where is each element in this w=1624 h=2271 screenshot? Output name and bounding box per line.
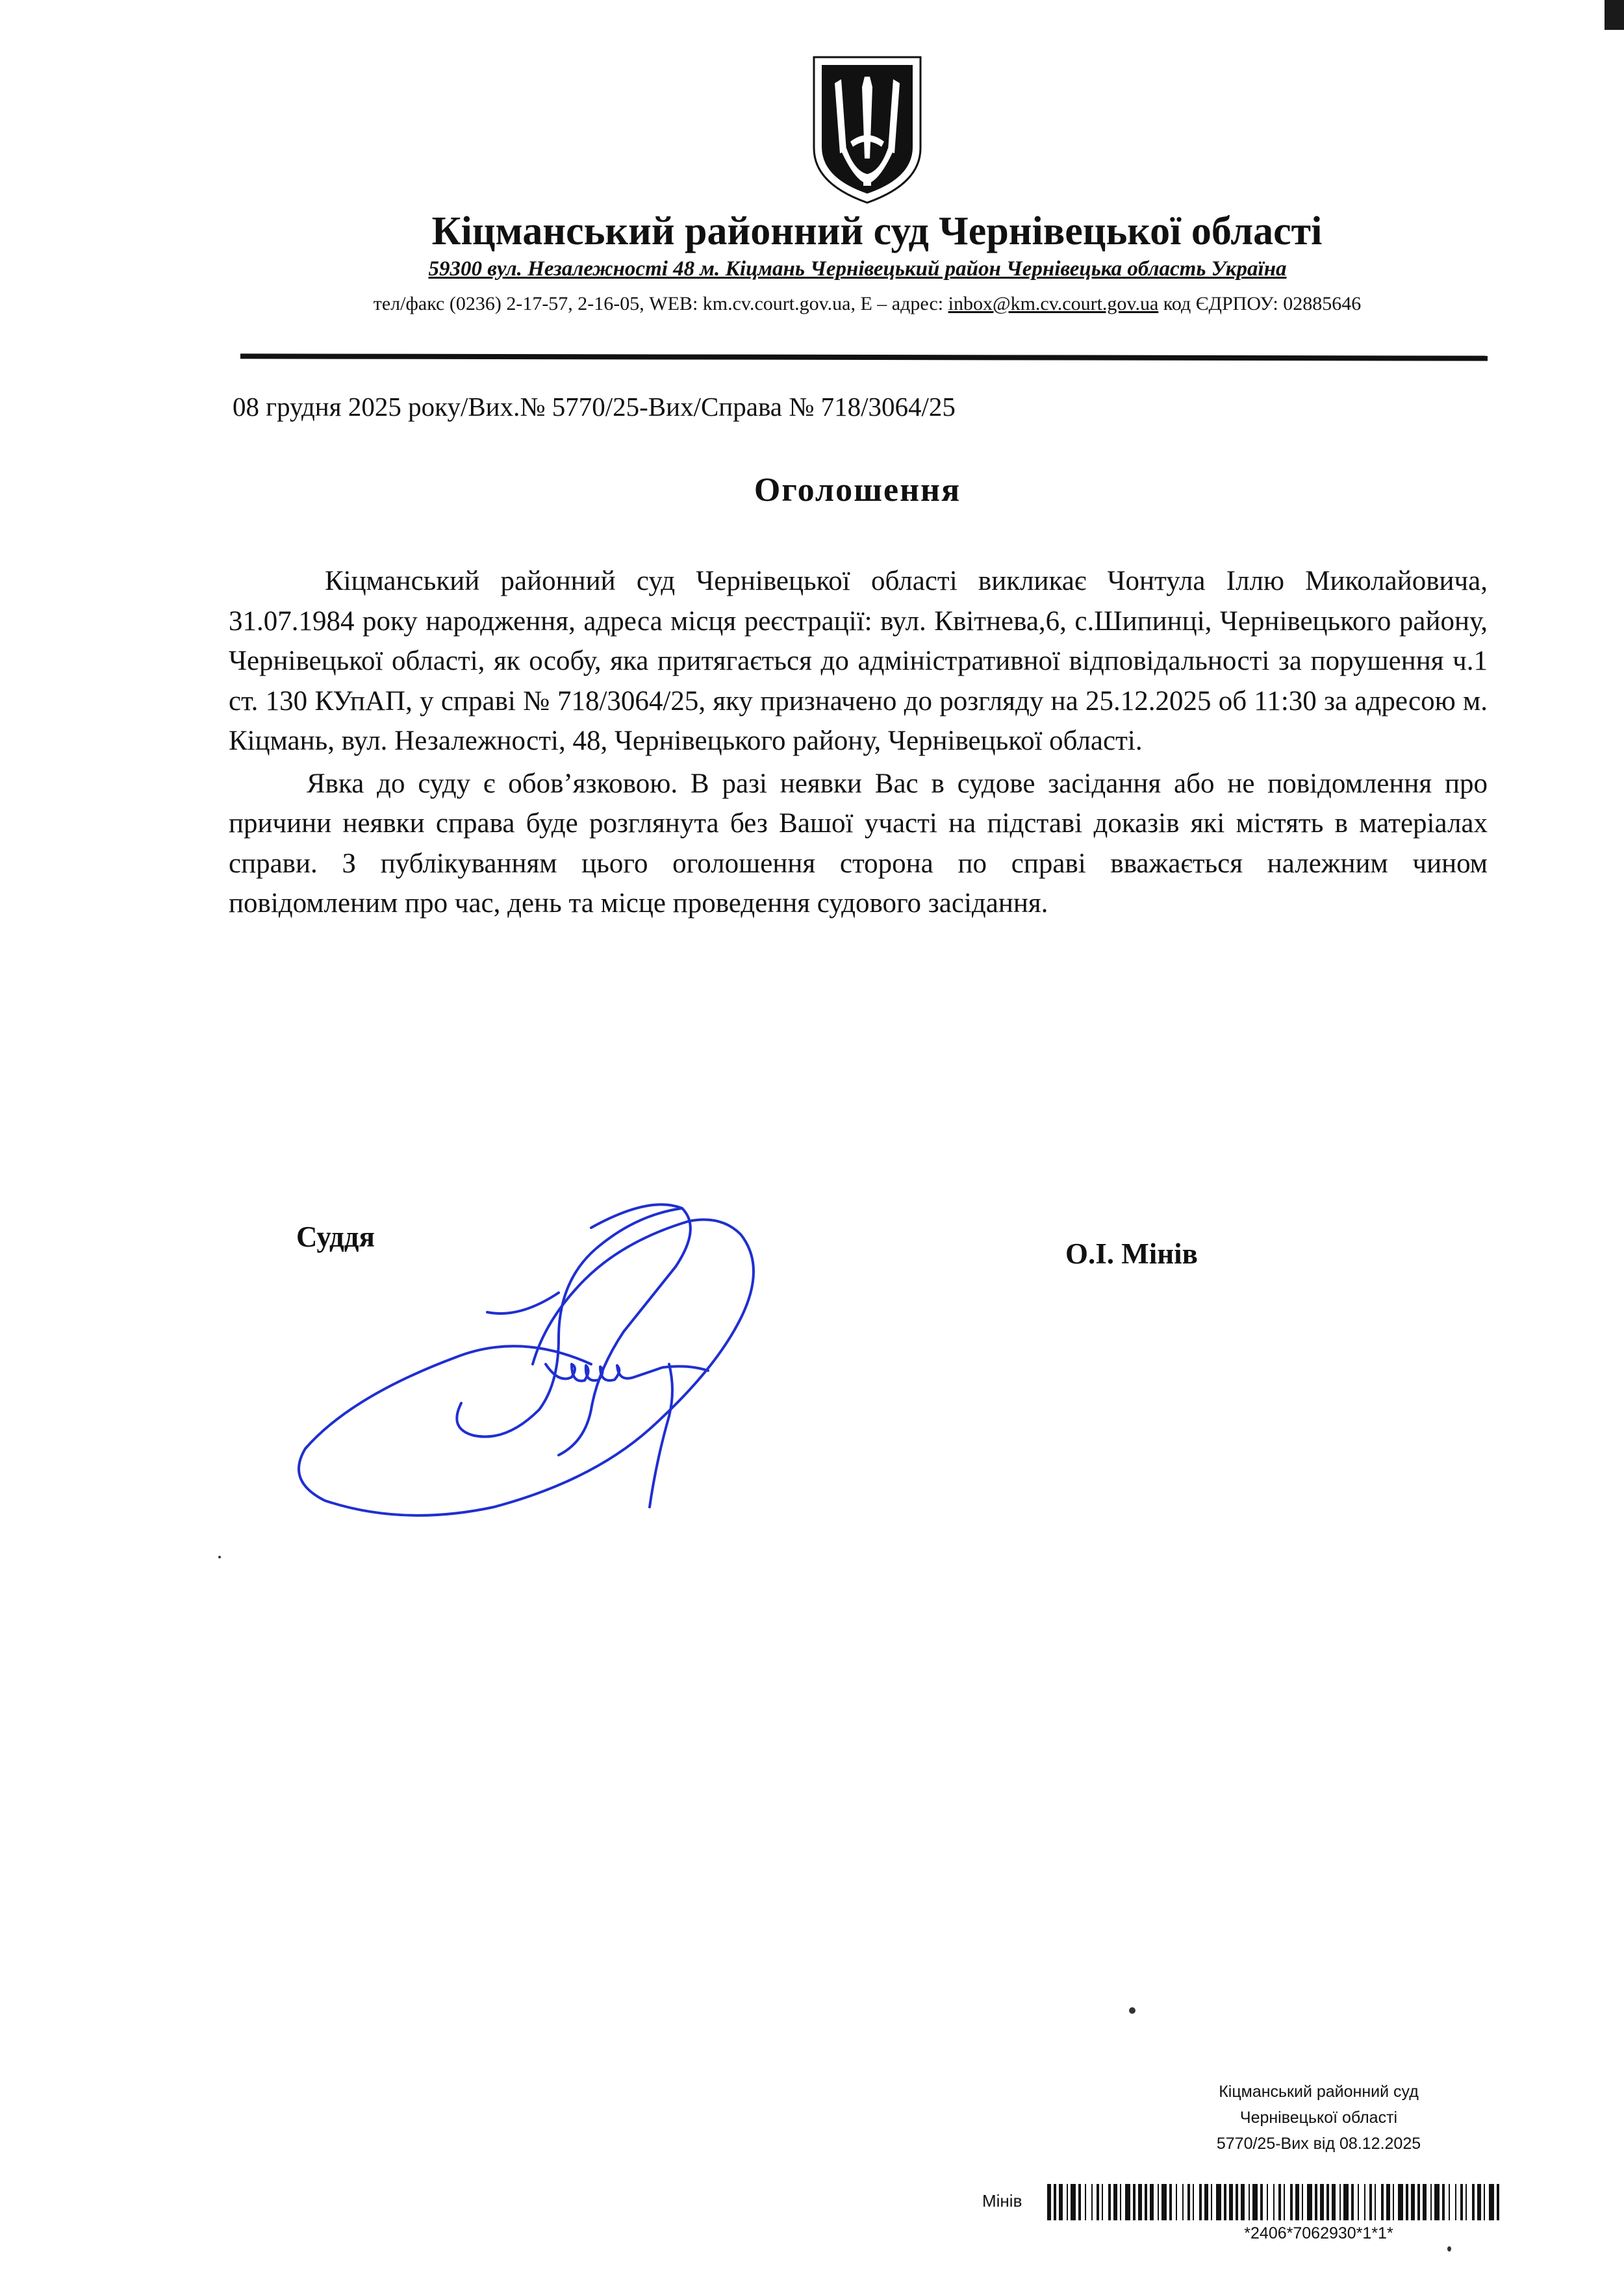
document-title: Оголошення bbox=[754, 472, 961, 509]
stamp-surname: Мінів bbox=[982, 2191, 1022, 2211]
barcode-number: *2406*7062930*1*1* bbox=[1244, 2224, 1393, 2242]
stamp-number-line: 5770/25-Вих від 08.12.2025 bbox=[1216, 2135, 1421, 2153]
court-address: 59300 вул. Незалежності 48 м. Кіцмань Чернівецький район Чернівецька область Україна bbox=[428, 257, 1287, 281]
header-divider bbox=[240, 353, 1488, 361]
stamp-region-line: Чернівецької області bbox=[1239, 2109, 1398, 2127]
ukraine-trident-emblem-icon bbox=[809, 51, 926, 207]
court-contacts bbox=[234, 291, 1501, 317]
handwritten-signature bbox=[286, 1169, 883, 1533]
stamp-court-line: Кіцманський районний суд bbox=[1219, 2083, 1419, 2101]
barcode bbox=[1047, 2184, 1502, 2220]
announcement-body bbox=[229, 561, 1488, 924]
judge-role-label: Суддя bbox=[296, 1221, 375, 1253]
paragraph-summons: Кіцманський районний суд Чернівецької області викликає Чонтула Іллю Миколайовича, 31.07.1984 року народження, адреса місця реєстрації: вул. Квітнева,6, с.Шипинці, Чернівецького району, Чернівецької області, як особу, яка притягається до адміністративної відповідальності за порушення ч.1 ст. 130 КУпАП, у справі № 718/3064/25, яку призначено до розгляду на 25.12.2025 об 11:30 за адресою м. Кіцмань, вул. Незалежності, 48, Чернівецького району, Чернівецької області. bbox=[229, 566, 1488, 756]
contacts-prefix: тел/факс (0236) 2-17-57, 2-16-05, WEB: km.cv.court.gov.ua, E – адрес: bbox=[373, 293, 948, 314]
scan-speck bbox=[218, 1556, 221, 1558]
scan-speck bbox=[1447, 2246, 1451, 2252]
judge-name: О.І. Мінів bbox=[1065, 1237, 1198, 1270]
contacts-suffix: код ЄДРПОУ: 02885646 bbox=[1158, 293, 1362, 314]
scan-corner-mark bbox=[1605, 0, 1624, 30]
court-name: Кіцманський районний суд Чернівецької області bbox=[431, 209, 1323, 253]
paragraph-attendance: Явка до суду є обов’язковою. В разі неявки Вас в судове засідання або не повідомлення про причини неявки справа буде розглянута без Вашої участі на підставі доказів які містять в матеріалах справи. З публікуванням цього оголошення сторона по справі вважається належним чином повідомленим про час, день та місце проведення судового засідання. bbox=[229, 768, 1488, 919]
scan-speck bbox=[1129, 2007, 1136, 2014]
email-link[interactable]: inbox@km.cv.court.gov.ua bbox=[948, 293, 1159, 314]
outgoing-reference: 08 грудня 2025 року/Вих.№ 5770/25-Вих/Справа № 718/3064/25 bbox=[233, 392, 956, 422]
